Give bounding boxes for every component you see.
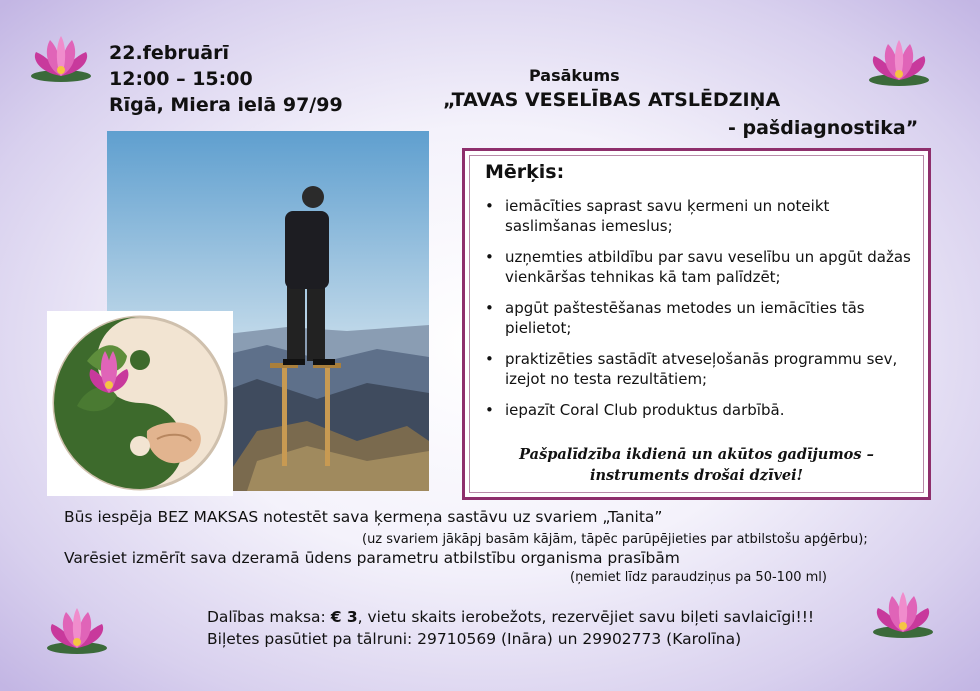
lotus-flower-icon	[866, 38, 932, 88]
event-details	[109, 40, 343, 118]
list-item: • praktizēties sastādīt atveseļošanās programmu sev, izejot no testa rezultātiem;	[483, 350, 914, 389]
goal-box	[462, 148, 931, 500]
list-item: • iepazīt Coral Club produktus darbībā.	[483, 401, 914, 421]
motto-line: instruments drošai dzīvei!	[589, 467, 804, 484]
event-time: 12:00 – 15:00	[109, 68, 253, 90]
goal-list	[483, 197, 914, 421]
info-water-note: (ņemiet līdz paraudziņus pa 50-100 ml)	[570, 570, 827, 585]
fee-text	[207, 608, 814, 626]
event-subtitle: - pašdiagnostika”	[728, 117, 919, 139]
fee-label: Dalības maksa:	[207, 608, 331, 626]
event-label: Pasākums	[529, 66, 620, 85]
event-place: Rīgā, Miera ielā 97/99	[109, 94, 343, 116]
lotus-flower-icon	[870, 590, 936, 640]
fee-rest: , vietu skaits ierobežots, rezervējiet savu biļeti savlaicīgi!!!	[357, 608, 815, 626]
tickets-text: Biļetes pasūtiet pa tālruni: 29710569 (Ināra) un 29902773 (Karolīna)	[207, 630, 742, 648]
info-water-text: Varēsiet izmērīt sava dzeramā ūdens parametru atbilstību organisma prasībām	[64, 549, 680, 567]
event-date: 22.februārī	[109, 42, 230, 64]
yin-yang-lotus-image	[47, 311, 233, 496]
lotus-flower-icon	[44, 606, 110, 656]
lotus-flower-icon	[28, 34, 94, 84]
goal-heading: Mērķis:	[485, 161, 565, 183]
goal-motto	[465, 444, 928, 486]
motto-line: Pašpalīdzība ikdienā un akūtos gadījumos –	[519, 446, 874, 463]
list-item: • apgūt paštestēšanas metodes un iemācīties tās pielietot;	[483, 299, 914, 338]
fee-value: € 3	[330, 608, 358, 626]
list-item: • uzņemties atbildību par savu veselību un apgūt dažas vienkāršas tehnikas kā tam palīdzēt;	[483, 248, 914, 287]
info-scale-note: (uz svariem jākāpj basām kājām, tāpēc parūpējieties par atbilstošu apģērbu);	[362, 532, 868, 547]
list-item: • iemācīties saprast savu ķermeni un noteikt saslimšanas iemeslus;	[483, 197, 914, 236]
info-scale-text: Būs iespēja BEZ MAKSAS notestēt sava ķermeņa sastāvu uz svariem „Tanita”	[64, 508, 663, 526]
event-title: „TAVAS VESELĪBAS ATSLĒDZIŅA	[443, 89, 781, 111]
